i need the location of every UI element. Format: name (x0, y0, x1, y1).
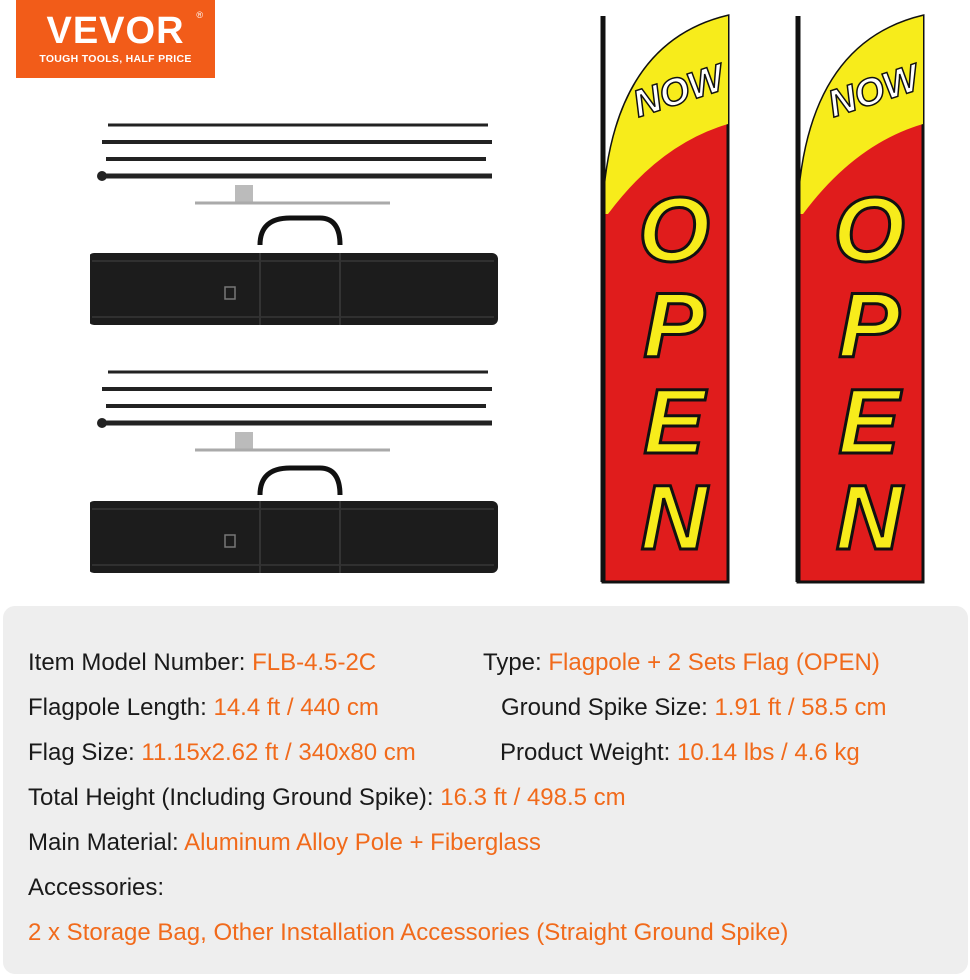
flagpole-kit-illustration (90, 115, 510, 595)
vevor-logo (16, 0, 215, 78)
spec-value: 10.14 lbs / 4.6 kg (676, 739, 860, 766)
feather-flag-1 (600, 14, 735, 584)
flagpole-kit-image (90, 115, 510, 595)
flag-open-text (624, 179, 724, 569)
spec-value: 16.3 ft / 498.5 cm (440, 784, 626, 811)
spec-label: Main Material: (28, 829, 179, 856)
flag-letter: O (638, 179, 710, 281)
specs-panel (3, 606, 968, 974)
spec-accessories-value (28, 918, 788, 948)
spec-label: Flagpole Length: (28, 694, 207, 721)
spec-label: Ground Spike Size: (501, 694, 708, 721)
flag-now-text: NOW (823, 57, 925, 126)
spec-accessories-label (28, 873, 164, 903)
spec-value: FLB-4.5-2C (252, 649, 377, 676)
spec-label: Accessories: (28, 874, 165, 901)
spec-value: 14.4 ft / 440 cm (213, 694, 379, 721)
flag-open-text (819, 179, 919, 569)
spec-value: 11.15x2.62 ft / 340x80 cm (141, 739, 416, 766)
logo-registered-mark: ® (196, 10, 203, 20)
flag-letter: N (835, 467, 903, 569)
spec-type (483, 648, 880, 678)
storage-bag-1 (90, 218, 498, 325)
flag-letter: O (833, 179, 905, 281)
flag-letter: N (640, 467, 708, 569)
spec-value: 1.91 ft / 58.5 cm (714, 694, 887, 721)
feather-flag-2 (795, 14, 930, 584)
spec-main-material (28, 828, 541, 858)
flag-now-text: NOW (628, 57, 730, 126)
spec-value: Flagpole + 2 Sets Flag (OPEN) (548, 649, 880, 676)
spec-product-weight (500, 738, 860, 768)
spec-total-height (28, 783, 626, 813)
spec-flag-size (28, 738, 416, 768)
logo-tagline: TOUGH TOOLS, HALF PRICE (39, 53, 192, 65)
spec-label: Total Height (Including Ground Spike): (28, 784, 434, 811)
spec-label: Flag Size: (28, 739, 135, 766)
pole-set-2 (97, 372, 492, 450)
flag-letter: E (838, 371, 900, 473)
pole-set-1 (97, 125, 492, 203)
spec-ground-spike-size (501, 693, 887, 723)
spec-flagpole-length (28, 693, 379, 723)
flag-letter: E (643, 371, 705, 473)
spec-model (28, 648, 376, 678)
spec-label: Product Weight: (500, 739, 671, 766)
flag-letter: P (643, 275, 705, 377)
spec-label: Item Model Number: (28, 649, 246, 676)
logo-brand: VEVOR (46, 10, 185, 52)
flag-letter: P (838, 275, 900, 377)
spec-label: Type: (483, 649, 542, 676)
spec-value: 2 x Storage Bag, Other Installation Accessories (Straight Ground Spike) (28, 919, 789, 946)
storage-bag-2 (90, 468, 498, 573)
spec-value: Aluminum Alloy Pole + Fiberglass (184, 829, 541, 856)
